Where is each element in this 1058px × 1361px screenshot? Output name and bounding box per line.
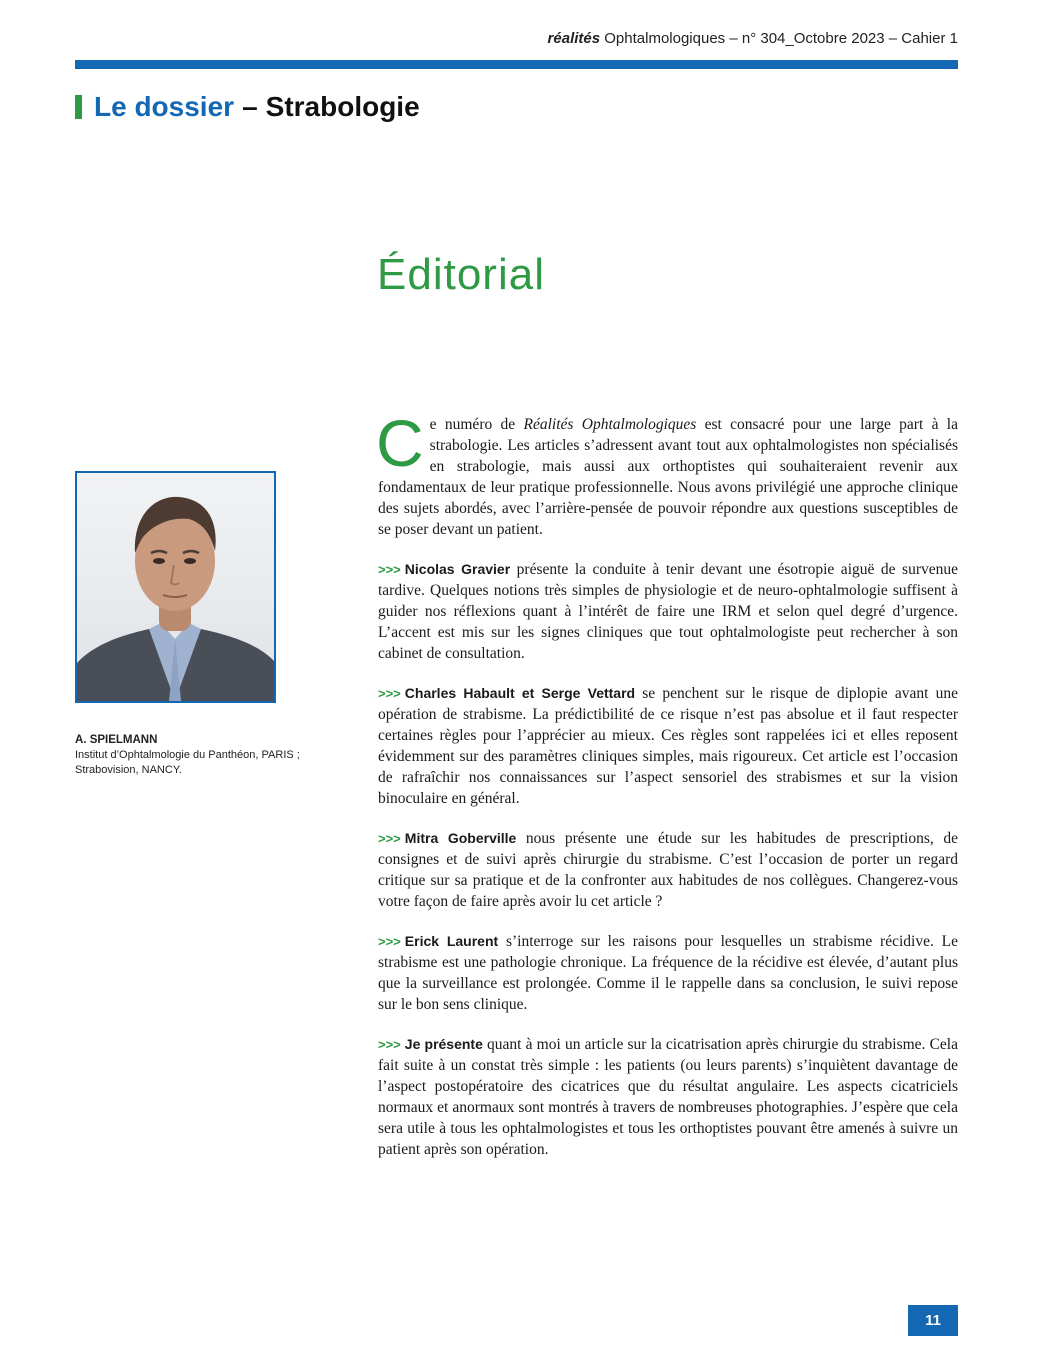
page-title: Éditorial (377, 250, 545, 299)
section-heading (75, 91, 420, 123)
paragraph-author-own (378, 1034, 958, 1160)
paragraph-goberville (378, 828, 958, 912)
paragraph-author: Charles Habault et Serge Vettard (404, 685, 636, 701)
intro-text-rest: est consacré pour une large part à la strabologie. Les articles s’adressent avant tout aux ophtalmologistes non spécialisés en strabologie, mais aussi aux orthoptistes qui souhaiteraient revenir aux fondamentaux de leur pratique professionnelle. Nous avons privilégié une approche clinique des sujets abordés, avec l’arrière-pensée de pouvoir répondre aux questions susceptibles de se poser devant un patient. (378, 416, 958, 538)
header-rule (75, 60, 958, 69)
section-topic: Strabologie (265, 91, 420, 122)
paragraph-author: Erick Laurent (404, 933, 499, 949)
section-dash: – (242, 91, 258, 122)
page-number: 11 (908, 1305, 958, 1336)
paragraph-text: nous présente une étude sur les habitudes de prescriptions, de consignes et de suivi après chirurgie du strabisme. C’est l’occasion de porter un regard critique sur sa pratique et de la confronter aux habitudes de nos collègues. Changerez-vous votre façon de faire après avoir lu cet article ? (378, 830, 958, 910)
author-block (75, 733, 355, 778)
paragraph-habault-vettard (378, 683, 958, 809)
paragraph-author: Je présente (404, 1036, 483, 1052)
journal-issue: Ophtalmologiques – n° 304_Octobre 2023 – Cahier 1 (600, 30, 958, 47)
journal-name-italic: Réalités Ophtalmologiques (523, 416, 697, 433)
chevron-marker-icon: >>> (378, 934, 401, 949)
drop-cap: C (376, 406, 424, 480)
author-name: A. SPIELMANN (75, 734, 158, 746)
chevron-marker-icon: >>> (378, 562, 401, 577)
chevron-marker-icon: >>> (378, 686, 401, 701)
paragraph-text: se penchent sur le risque de diplopie avant une opération de strabisme. La prédictibilité de ce risque n’est pas absolue et il faut respecter certaines règles pour l’apprécier au mieux. Ces règles sont rappelées ici et elles reposent évidemment sur des paramètres cliniques simples, mais rigoureux. Cet article est l’occasion de rafraîchir nos connaissances sur l’aspect sensoriel des strabismes et sur la vision binoculaire en général. (378, 685, 958, 807)
running-header (548, 30, 958, 47)
paragraph-text: présente la conduite à tenir devant une ésotropie aiguë de survenue tardive. Quelques notions très simples de physiologie et de neuro-ophtalmologie suffisent à guider nos réflexions quant à l’intérêt de faire une IRM et selon quel degré d’urgence. L’accent est mis sur les signes cliniques que tout ophtalmologiste peut rechercher à son cabinet de consultation. (378, 561, 958, 662)
paragraph-author: Mitra Goberville (404, 830, 517, 846)
paragraph-laurent (378, 931, 958, 1015)
author-portrait (75, 471, 276, 703)
editorial-body (376, 406, 958, 1179)
chevron-marker-icon: >>> (378, 831, 401, 846)
author-affiliation-1: Institut d’Ophtalmologie du Panthéon, PARIS ; (75, 749, 300, 761)
intro-paragraph (376, 406, 958, 540)
paragraph-text: s’interroge sur les raisons pour lesquelles un strabisme récidive. Le strabisme est une pathologie chronique. La fréquence de la récidive est élevée, d’autant plus que la surveillance est prolongée. Comme il le rappelle dans sa conclusion, le suivi repose sur le bon sens clinique. (378, 933, 958, 1013)
paragraph-author: Nicolas Gravier (404, 561, 511, 577)
portrait-image (77, 473, 274, 701)
journal-brand: réalités (547, 30, 601, 47)
author-affiliation-2: Strabovision, NANCY. (75, 764, 182, 776)
paragraph-text: quant à moi un article sur la cicatrisation après chirurgie du strabisme. Cela fait suite à un constat très simple : les patients (ou leurs parents) s’inquiètent davantage de l’aspect postopératoire des cicatrices que du résultat angulaire. Les aspects cicatriciels normaux et anormaux sont montrés à travers de nombreuses photographies. J’espère que cela sera utile à tous les ophtalmologistes et tous les orthoptistes pouvant être amenés à suivre un patient après son opération. (378, 1036, 958, 1158)
section-bar (75, 95, 82, 119)
intro-text-start: e numéro de (429, 416, 524, 433)
chevron-marker-icon: >>> (378, 1037, 401, 1052)
paragraph-gravier (378, 559, 958, 664)
section-dossier: Le dossier (94, 91, 235, 122)
